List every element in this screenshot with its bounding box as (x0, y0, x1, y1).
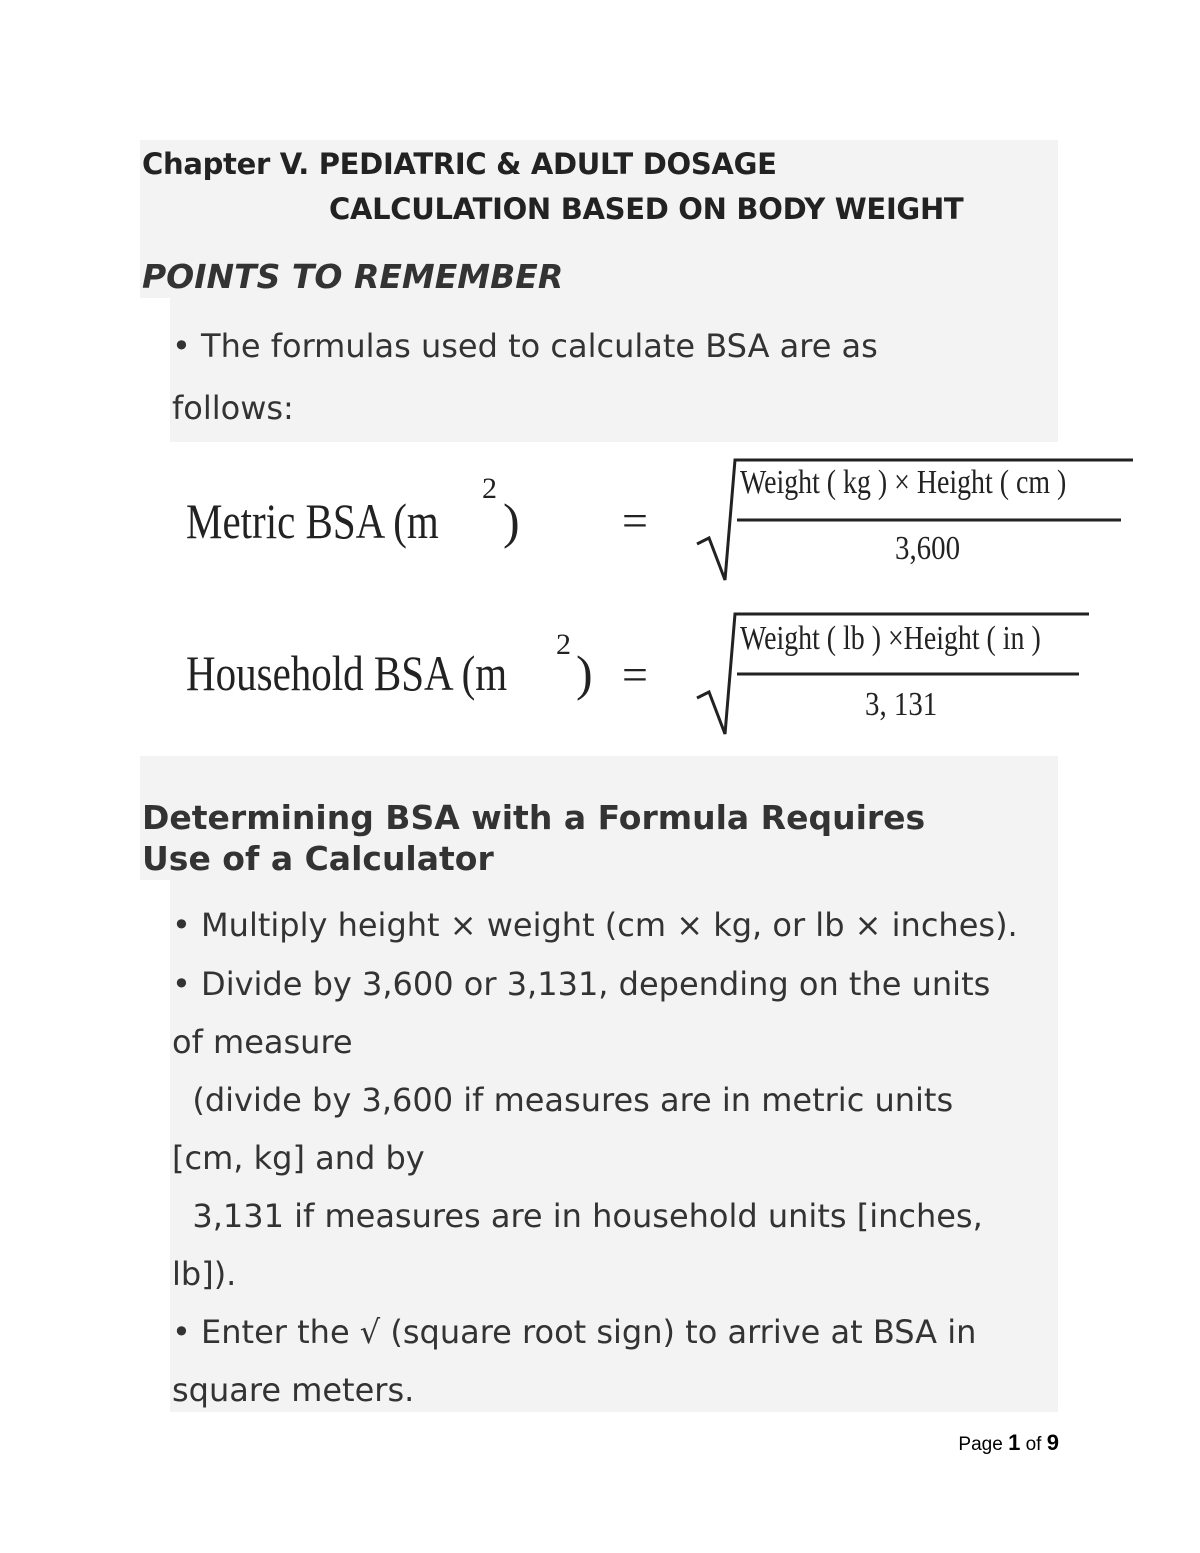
household-close-paren: ) (576, 645, 593, 701)
calc-line-multiply: • Multiply height × weight (cm × kg, or lb × inches). (172, 906, 1018, 944)
calc-section-title-line1: Determining BSA with a Formula Requires (142, 798, 926, 837)
calc-line-household-units: lb]). (172, 1255, 237, 1293)
household-equals: = (622, 649, 648, 700)
chapter-title-line1: Chapter V. PEDIATRIC & ADULT DOSAGE (142, 147, 777, 181)
of-word: of (1025, 1434, 1042, 1455)
intro-highlight (170, 298, 1058, 442)
household-bsa-label: Household BSA (m (186, 645, 508, 701)
household-exponent: 2 (556, 628, 571, 661)
page-word: Page (958, 1434, 1003, 1455)
page-number (958, 1430, 1059, 1456)
points-title: POINTS TO REMEMBER (142, 257, 564, 296)
bsa-formulas (170, 442, 1136, 756)
calc-line-metric-note: (divide by 3,600 if measures are in metric units (172, 1081, 954, 1119)
calc-line-metric-units: [cm, kg] and by (172, 1139, 425, 1177)
metric-exponent: 2 (482, 472, 497, 505)
household-numerator: Weight ( lb ) ×Height ( in ) (740, 620, 1041, 657)
calc-line-household-note: 3,131 if measures are in household units [inches, (172, 1197, 983, 1235)
metric-bsa-label: Metric BSA (m (186, 493, 439, 549)
metric-denominator: 3,600 (895, 530, 961, 567)
total-pages: 9 (1046, 1430, 1059, 1455)
calc-line-sqrt: • Enter the √ (square root sign) to arrive at BSA in (172, 1313, 977, 1351)
metric-numerator: Weight ( kg ) × Height ( cm ) (740, 464, 1067, 501)
calc-line-square-meters: square meters. (172, 1371, 415, 1409)
household-denominator: 3, 131 (865, 686, 938, 723)
current-page: 1 (1008, 1430, 1021, 1455)
calc-line-divide: • Divide by 3,600 or 3,131, depending on the units (172, 965, 991, 1003)
calc-line-measure: of measure (172, 1023, 353, 1061)
metric-close-paren: ) (503, 493, 520, 549)
calc-section-title-line2: Use of a Calculator (142, 839, 494, 878)
metric-equals: = (622, 495, 648, 546)
chapter-title-line2: CALCULATION BASED ON BODY WEIGHT (329, 192, 964, 226)
intro-line-1: • The formulas used to calculate BSA are as (172, 327, 878, 365)
intro-line-2: follows: (172, 389, 294, 427)
